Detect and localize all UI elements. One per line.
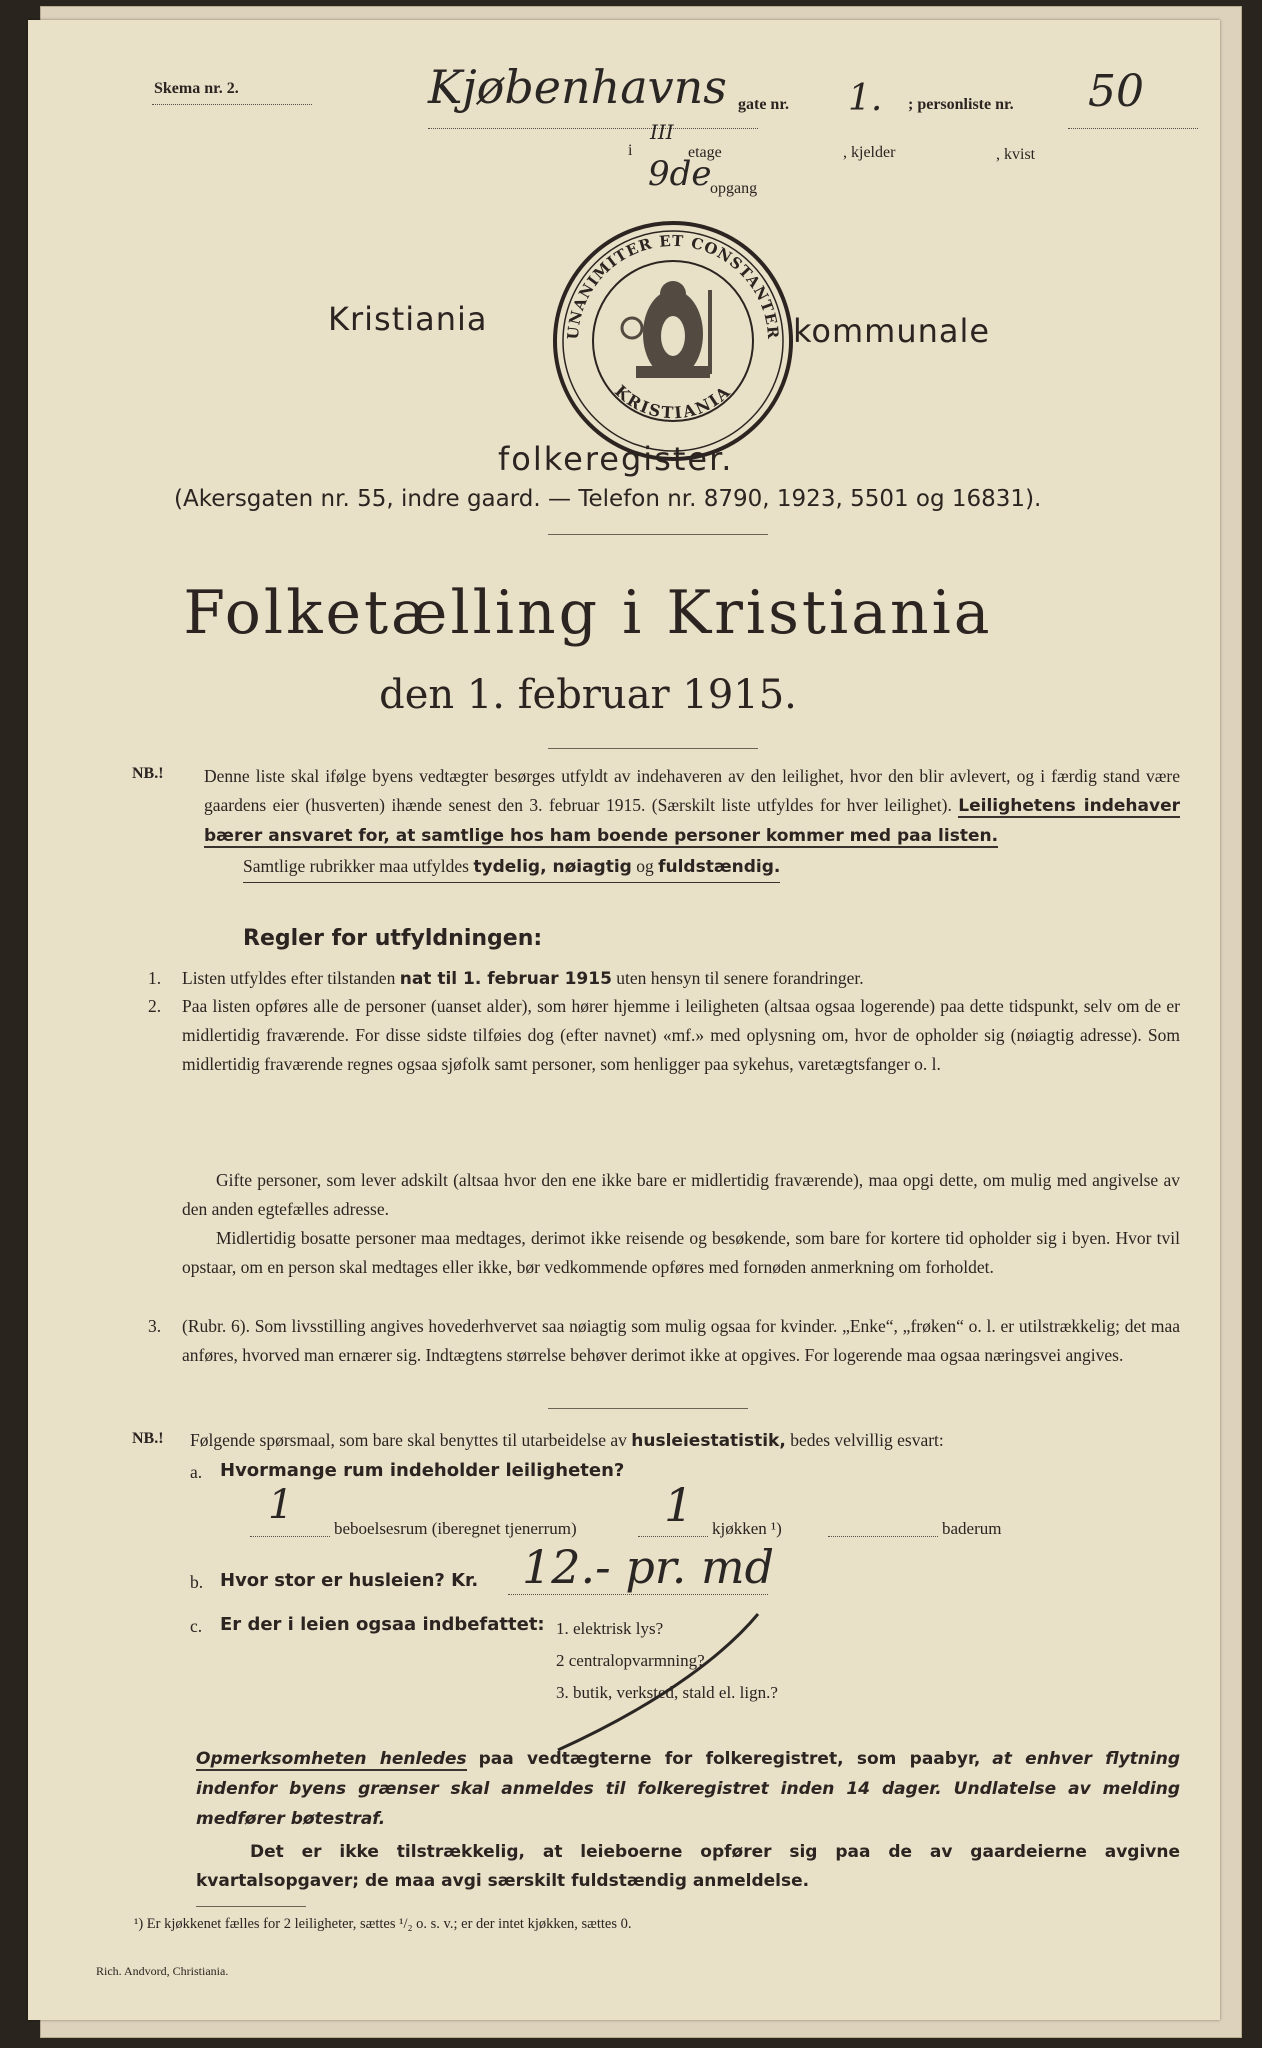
footnote: ¹) Er kjøkkenet fælles for 2 leiligheter, sættes ¹/₂ o. s. v.; er der intet kjøkken, sættes 0. bbox=[134, 1916, 632, 1932]
rule2-midlertidig: Midlertidig bosatte personer maa medtages, derimot ikke reisende og besøkende, som bare for kortere tid opholder sig i byen. Hvor tvil opstaar, om en person skal medtages eller ikke, bør vedkommende opføres med fornøden anmerkning om forholdet. bbox=[182, 1228, 1180, 1277]
printer-credit: Rich. Andvord, Christiania. bbox=[96, 1964, 229, 1978]
schema-label: Skema nr. 2. bbox=[154, 80, 239, 97]
address-divider bbox=[548, 534, 768, 535]
notice-lead: Opmerksomheten henledes bbox=[196, 1749, 467, 1769]
nb1-paragraph bbox=[204, 762, 1180, 851]
rooms-dotline bbox=[250, 1536, 330, 1537]
rule3-text: (Rubr. 6). Som livsstilling angives hovederhvervet saa nøiagtig som mulig ogsaa for kvinder. „Enke“, „frøken“ o. l. er utilstrækkelig; det maa anføres, hvorved man ernærer sig. Indtægtens størrelse behøver derimot ikke at opgives. For logerende maa ogsaa næringsvei angives. bbox=[182, 1316, 1180, 1365]
title-divider bbox=[548, 748, 758, 749]
floor-handwritten: III bbox=[650, 120, 674, 144]
question-c-text: Er der i leien ogsaa indbefattet: bbox=[220, 1614, 545, 1635]
nb1-line2-d: fuldstændig. bbox=[658, 857, 781, 877]
rooms-label: beboelsesrum (iberegnet tjenerrum) bbox=[334, 1519, 577, 1538]
kitchen-handwritten: 1 bbox=[664, 1478, 694, 1532]
opgang-label: opgang bbox=[710, 180, 758, 197]
notice-para2: Det er ikke tilstrækkelig, at leieboerne opfører sig paa de av gaardeierne avgivne kvartalsopgaver; de maa avgi særskilt fuldstændig anmeldelse. bbox=[196, 1842, 1180, 1891]
nb2-intro-c: bedes velvillig esvart: bbox=[790, 1430, 944, 1450]
rules-divider bbox=[548, 1408, 748, 1409]
rule2-text: Paa listen opføres alle de personer (uanset alder), som hører hjemme i leiligheten (altsaa ogsaa logerende) paa dette tidspunkt, selv om de er midlertidig fraværende. For disse sidste tilføies dog (efter navnet) «mf.» med oplysning om, hvor de opholder sig (nøiagtig adresse). Som midlertidig fraværende regnes ogsaa sjøfolk samt personer, som henligger paa sykehus, varetægtsfanger o. l. bbox=[182, 996, 1180, 1074]
office-address: (Akersgaten nr. 55, indre gaard. — Telefon nr. 8790, 1923, 5501 og 16831). bbox=[174, 486, 1042, 512]
schema-underline bbox=[152, 104, 312, 105]
nb1-line2-a: Samtlige rubrikker maa utfyldes bbox=[243, 856, 469, 876]
notice-rest-a: paa vedtægterne for folkeregistret, som paabyr, bbox=[478, 1749, 981, 1769]
nb1-line2-c: og bbox=[636, 856, 654, 876]
nb1-text: Denne liste skal ifølge byens vedtægter besørges utfyldt av indehaveren av den leilighet, hvor den blir avlevert, og i færdig stand være gaardens eier (husverten) ihænde senest den 3. februar 1915. (Særskilt liste utfyldes for hver leilighet). bbox=[204, 766, 1180, 815]
bath-dotline bbox=[828, 1536, 938, 1537]
included-item-3: 3. butik, verksted, stald el. lign.? bbox=[556, 1683, 778, 1702]
gate-label: gate nr. bbox=[738, 96, 789, 113]
nb2-intro-a: Følgende spørsmaal, som bare skal benyttes til utarbeidelse av bbox=[190, 1430, 627, 1450]
included-item-2: 2 centralopvarmning? bbox=[556, 1651, 705, 1670]
rent-handwritten: 12.- pr. md bbox=[522, 1540, 775, 1594]
office-register: folkeregister. bbox=[498, 440, 734, 478]
city-seal bbox=[548, 216, 798, 466]
kvist-label: , kvist bbox=[996, 146, 1036, 163]
personliste-dotline bbox=[1068, 128, 1198, 129]
rooms-handwritten: 1 bbox=[268, 1482, 294, 1528]
footnote-divider bbox=[196, 1906, 306, 1907]
nb2-intro bbox=[190, 1426, 1180, 1456]
rule1-text bbox=[182, 964, 1182, 994]
rule1-text-c: uten hensyn til senere forandringer. bbox=[616, 968, 864, 988]
notice-rest-b: at enhver flytning indenfor byens grænser skal anmeldes til folkeregistret inden 14 dager. Undlatelse av melding medfører bøtestraf. bbox=[196, 1749, 1180, 1829]
question-b-label: b. bbox=[190, 1572, 204, 1592]
rent-dotline bbox=[508, 1594, 768, 1595]
rule3-number: 3. bbox=[148, 1316, 162, 1336]
kitchen-dotline bbox=[638, 1536, 708, 1537]
street-name-handwritten: Kjøbenhavns bbox=[428, 60, 727, 114]
notice-paragraph bbox=[196, 1744, 1180, 1834]
handwritten-strike-mark bbox=[528, 1610, 788, 1760]
seal-bottom-text: KRISTIANIA bbox=[611, 381, 735, 423]
document-title: Folketælling i Kristiania bbox=[183, 578, 993, 648]
document-date: den 1. februar 1915. bbox=[379, 672, 797, 718]
question-a-text: Hvormange rum indeholder leiligheten? bbox=[220, 1460, 625, 1481]
rule1-number: 1. bbox=[148, 968, 162, 988]
nb2-intro-bold: husleiestatistik, bbox=[631, 1431, 786, 1451]
floor-prefix: i bbox=[628, 142, 633, 159]
question-a-label: a. bbox=[190, 1462, 203, 1482]
personliste-label: ; personliste nr. bbox=[908, 96, 1014, 113]
rule1-text-a: Listen utfyldes efter tilstanden bbox=[182, 968, 396, 988]
office-left-word: Kristiania bbox=[328, 300, 488, 338]
nb1-line2-b: tydelig, nøiagtig bbox=[473, 857, 632, 877]
nb1-marker: NB.! bbox=[132, 765, 164, 782]
question-b-text: Hvor stor er husleien? Kr. bbox=[220, 1570, 479, 1591]
rule2-number: 2. bbox=[148, 996, 162, 1016]
gate-number-handwritten: 1. bbox=[848, 78, 883, 119]
seal-top-text: UNANIMITER ET CONSTANTER bbox=[563, 231, 783, 341]
included-item-1: 1. elektrisk lys? bbox=[556, 1619, 664, 1638]
nb2-marker: NB.! bbox=[132, 1430, 164, 1447]
etage-label: etage bbox=[688, 144, 722, 161]
nb1-line2 bbox=[243, 852, 780, 883]
question-c-label: c. bbox=[190, 1616, 203, 1636]
opgang-handwritten: 9de bbox=[648, 154, 712, 194]
document-page bbox=[28, 20, 1220, 2020]
rules-heading: Regler for utfyldningen: bbox=[243, 926, 543, 951]
office-right-word: kommunale bbox=[793, 312, 991, 350]
bath-label: baderum bbox=[942, 1519, 1002, 1538]
personliste-number-handwritten: 50 bbox=[1088, 66, 1144, 117]
kjelder-label: , kjelder bbox=[843, 144, 896, 161]
rule1-text-bold: nat til 1. februar 1915 bbox=[399, 969, 612, 989]
kitchen-label: kjøkken ¹) bbox=[712, 1519, 782, 1538]
rule2-gifte: Gifte personer, som lever adskilt (altsaa hvor den ene ikke bare er midlertidig fraværende), maa opgi dette, om mulig med angivelse av den anden egtefælles adresse. bbox=[182, 1170, 1180, 1219]
street-dotline bbox=[428, 128, 758, 129]
svg-text:KRISTIANIA bbox=[611, 381, 735, 422]
nb1-bold-text: Leilighetens indehaver bærer ansvaret for, at samtlige hos ham boende personer kommer med paa listen. bbox=[204, 796, 1180, 846]
